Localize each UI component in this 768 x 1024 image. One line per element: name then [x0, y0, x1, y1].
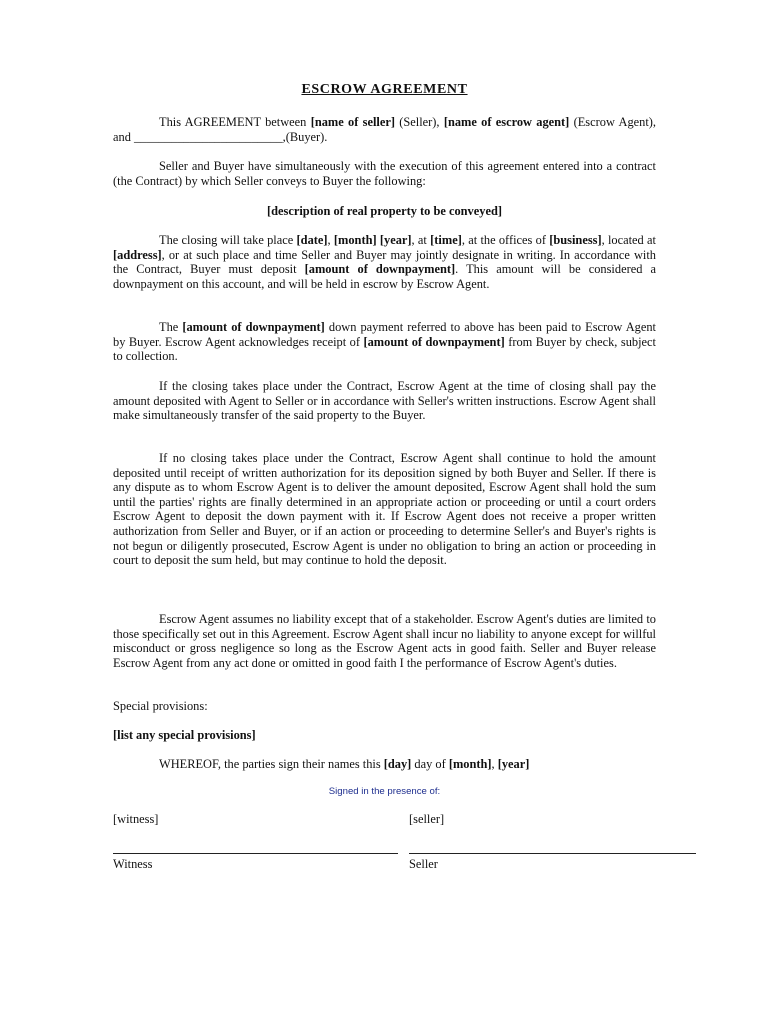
intro-text-2: (Seller), [394, 115, 444, 129]
day-placeholder: [day] [383, 757, 412, 771]
month-placeholder: [month] [333, 233, 377, 247]
downpayment-text-2: down payment referred to above has been paid to Escrow Agent by Buyer. Escrow Agent acknowledges receipt of [113, 320, 656, 349]
witness-placeholder: [witness] [113, 812, 159, 826]
no-closing-paragraph: If no closing takes place under the Contract, Escrow Agent shall continue to hold the amount deposited until receipt of written authorization for its deposition signed by both Buyer and Seller. If there is any dispute as to whom Escrow Agent is to deliver the amount deposited, Escrow Agent shall hold the sum until the parties' rights are finally determined in an appropriate action or proceeding or until a court orders Escrow Agent to deposit the down payment with it. If Escrow Agent does not receive a proper written authorization from Seller and Buyer, or if an action or proceeding to determine Seller's and Buyer's rights is not begun or diligently prosecuted, Escrow Agent is under no obligation to bring an action or proceeding in court to deposit the sum held, but may continue to hold the deposit. [113, 451, 656, 568]
signed-presence-note: Signed in the presence of: [328, 786, 441, 797]
closing-text-6: , located at [601, 233, 656, 247]
address-placeholder: [address] [113, 247, 162, 262]
closing-text-2: , [327, 233, 334, 247]
contract-paragraph: Seller and Buyer have simultaneously with the execution of this agreement entered into a contract (the Contract) by which Seller conveys to Buyer the following: [113, 159, 656, 188]
intro-paragraph [113, 115, 656, 144]
witness-caption: Witness [113, 857, 153, 871]
seller-name-placeholder: [name of seller] [310, 115, 395, 129]
closing-text-7: , or at such place and time Seller and Buyer may jointly designate in writing. In accordance with the Contract, Buyer must deposit [113, 247, 656, 277]
time-placeholder: [time] [430, 233, 462, 247]
closing-text-4: , at [411, 233, 431, 247]
witness-signature-line [113, 853, 398, 854]
special-provisions-placeholder: [list any special provisions] [113, 728, 256, 742]
seller-placeholder: [seller] [409, 812, 445, 826]
seller-signature-line [409, 853, 696, 854]
downpayment-text-3: from Buyer by check, subject to collection. [113, 334, 656, 364]
seller-caption: Seller [409, 857, 438, 871]
downpayment-amount-placeholder: [amount of downpayment] [304, 262, 456, 277]
downpayment-text-1: The [159, 320, 183, 334]
intro-text-1: This AGREEMENT between [159, 115, 311, 129]
closing-text-8: . This amount will be considered a downpayment on this account, and will be held in escrow by Escrow Agent. [113, 262, 656, 291]
special-provisions-label: Special provisions: [113, 699, 208, 713]
downpayment-amount-placeholder: [amount of downpayment] [363, 334, 505, 349]
closing-paragraph [113, 233, 656, 291]
whereof-text-1: WHEREOF, the parties sign their names this [159, 757, 384, 771]
whereof-paragraph [113, 757, 656, 772]
whereof-text-2: day of [411, 757, 449, 771]
closing-text-5: , at the offices of [461, 233, 550, 247]
closing-payment-paragraph: If the closing takes place under the Contract, Escrow Agent at the time of closing shall pay the amount deposited with Agent to Seller or in accordance with Seller's written instructions. Escrow Agent shall make simultaneously transfer of the said property to the Buyer. [113, 379, 656, 423]
escrow-agent-name-placeholder: [name of escrow agent] [443, 115, 570, 129]
whereof-text-3: , [491, 757, 498, 771]
closing-text-1: The closing will take place [159, 233, 297, 247]
downpayment-amount-placeholder: [amount of downpayment] [182, 320, 325, 334]
property-description-placeholder: [description of real property to be conveyed] [267, 204, 502, 218]
business-placeholder: [business] [549, 233, 602, 247]
date-placeholder: [date] [296, 233, 328, 247]
year-placeholder: [year] [497, 757, 530, 771]
document-title: ESCROW AGREEMENT [301, 82, 468, 97]
downpayment-paragraph [113, 320, 656, 364]
month-placeholder: [month] [448, 757, 492, 771]
liability-paragraph: Escrow Agent assumes no liability except that of a stakeholder. Escrow Agent's duties are limited to those specifically set out in this Agreement. Escrow Agent shall incur no liability to anyone except for willful misconduct or gross negligence so long as the Escrow Agent acts in good faith. Seller and Buyer release Escrow Agent from any act done or omitted in good faith I the performance of Escrow Agent's duties. [113, 612, 656, 670]
year-placeholder: [year] [379, 233, 412, 247]
intro-text-3: (Escrow Agent), and ________________________,(Buyer). [113, 115, 656, 144]
